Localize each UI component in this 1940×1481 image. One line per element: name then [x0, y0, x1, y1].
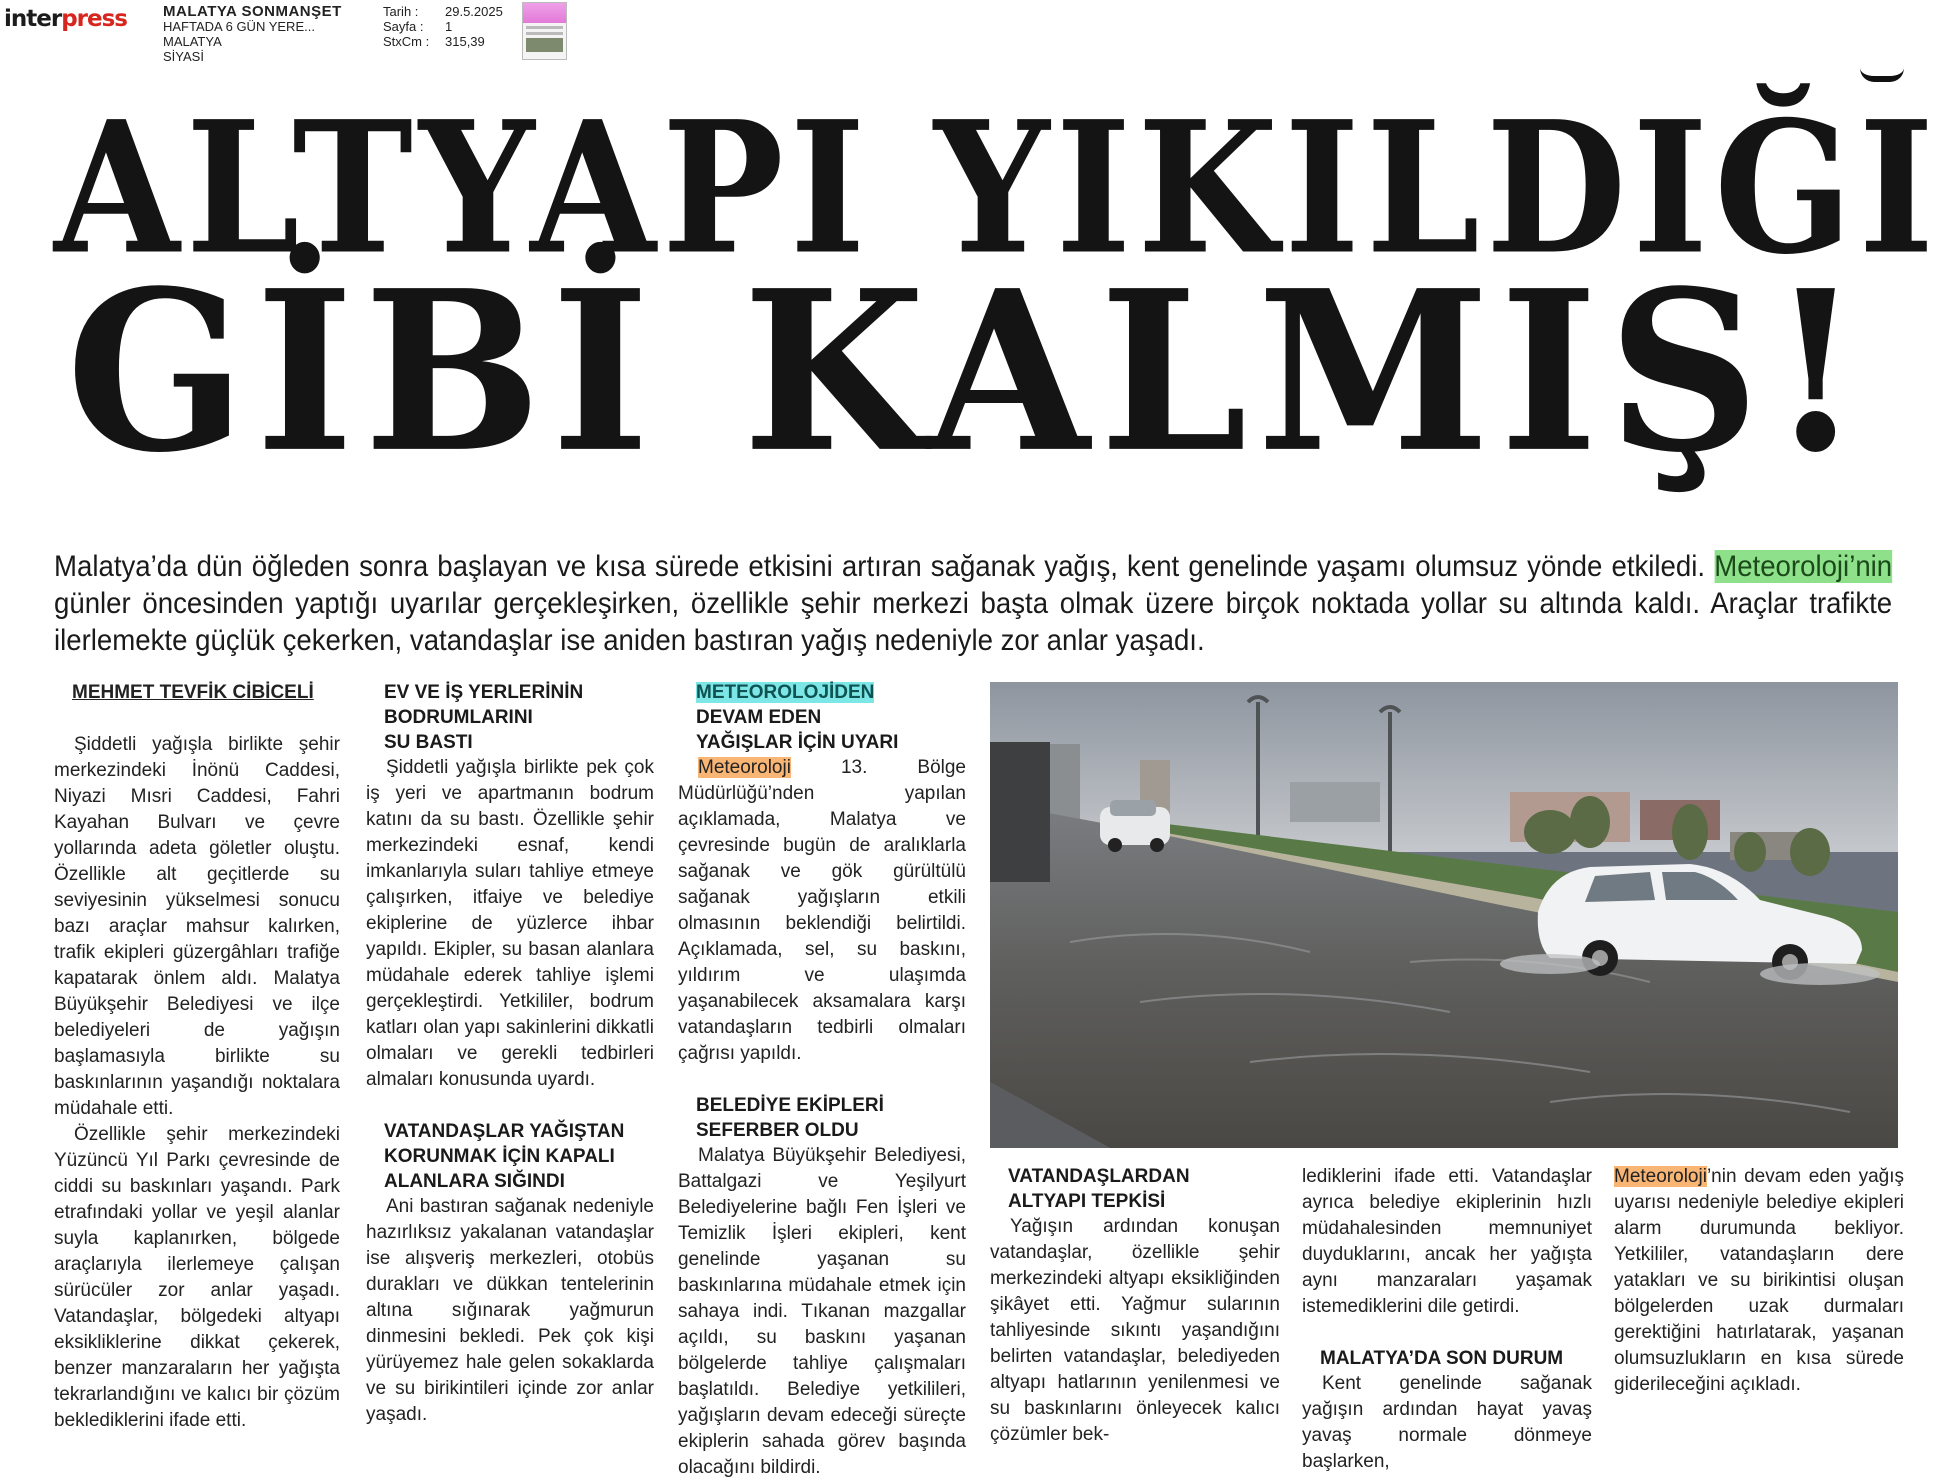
highlight-meteoroloji: Meteoroloji — [1614, 1166, 1707, 1187]
subheading-line: ALANLARA SIĞINDI — [384, 1171, 565, 1192]
white-car-center — [1100, 800, 1170, 852]
subheading-municipal-teams — [678, 1093, 966, 1143]
column-5-paragraph-2: Kent genelinde sağanak yağışın ardından hayat yavaş yavaş normale dönmeye başlarken, — [1302, 1373, 1592, 1472]
subheading-line: VATANDAŞLARDAN — [1008, 1166, 1190, 1187]
paragraph-text: 13. Bölge Müdürlüğü’nden yapılan açıklamada, Malatya ve çevresinde bugün de aralıklarla sağanak ve gök gürültülü sağanak yağışların etkili olmasının beklendiği belirtildi. Açıklamada, sel, su baskını, yıldırım ve ulaşımda yaşanabilecek aksamalara karşı vatandaşların tedbirli olmaları çağrısı yapıldı. — [678, 757, 966, 1064]
lead-sentence-2: günler öncesinden yaptığı uyarılar gerçekleşirken, özellikle şehir merkezi başta olmak üzere birçok noktada yollar su altında kaldı. Araçlar trafikte ilerlemekte güçlük çekerken, vatandaşlar ise aniden bastıran yağış nedeniyle zor anlar yaşadı. — [54, 587, 1893, 657]
column-6-paragraph-1 — [1614, 1164, 1904, 1398]
article-column-3 — [678, 680, 966, 1481]
column-3-paragraph-1 — [678, 755, 966, 1067]
article-column-1 — [54, 680, 340, 1434]
publication-info — [163, 4, 342, 64]
column-1-paragraph-1: Şiddetli yağışla birlikte şehir merkezindeki İnönü Caddesi, Niyazi Mısri Caddesi, Fahri Kayahan Bulvarı ve çevre yollarında adeta göletler oluştu. Özellikle alt geçitlerde su seviyesinin yükselmesi sonucu bazı araçlar mahsur kalırken, trafik ekipleri güzergâhları trafiğe kapatarak önlem aldı. Malatya Büyükşehir Belediyesi ve ilçe belediyeleri de yağışın başlamasıyla birlikte su baskınlarının yaşandığı noktalara müdahale etti. — [54, 734, 340, 1119]
spacer — [678, 1067, 966, 1093]
thumbnail-image — [526, 38, 563, 52]
subheading-line: KORUNMAK İÇİN KAPALI — [384, 1146, 615, 1167]
article-column-6 — [1614, 1164, 1904, 1398]
building — [1290, 782, 1380, 822]
article-column-4 — [990, 1164, 1280, 1448]
date-value: 29.5.2025 — [445, 4, 503, 19]
lead-highlight-meteoroloji: Meteoroloji’nin — [1714, 550, 1893, 583]
article-column-5 — [1302, 1164, 1592, 1475]
publication-city: MALATYA — [163, 34, 222, 49]
construction-vehicle — [990, 742, 1050, 882]
column-4-paragraph-1: Yağışın ardından konuşan vatandaşlar, özellikle şehir merkezindeki altyapı eksikliğinden şikâyet etti. Yağmur sularının tahliyesinde sıkıntı yaşandığını belirten vatandaşlar, belediyeden altyapı hatlarının yenilenmesi ve su baskınlarını önleyecek kalıcı çözümler bek- — [990, 1216, 1280, 1445]
thumbnail-line — [526, 26, 563, 29]
lead-sentence-1: Malatya’da dün öğleden sonra başlayan ve kısa sürede etkisini artıran sağanak yağış, kent genelinde yaşamı olumsuz yönde etkiledi. — [54, 550, 1706, 583]
subheading-line: SU BASTI — [384, 732, 473, 753]
subheading-citizens-reaction — [990, 1164, 1280, 1214]
column-2-paragraph-1: Şiddetli yağışla birlikte pek çok iş yeri ve apartmanın bodrum katını da su bastı. Özellikle şehir merkezindeki esnaf, kendi imkanlarıyla suları tahliye etmeye çalışırken, itfaiye ve belediye ekiplerine de yüzlerce ihbar yapıldı. Ekipler, su basan alanlara müdahale ederek tahliye işlemi gerçekleştirdi. Yetkililer, bodrum katları olan yapı sakinlerini dikkatli olmaları ve gerekli tedbirleri almaları konusunda uyardı. — [366, 757, 654, 1090]
subheading-line: ALTYAPI TEPKİSİ — [1008, 1191, 1166, 1212]
page-thumbnail[interactable] — [522, 2, 567, 60]
page-label: Sayfa : — [383, 19, 424, 34]
size-label: StxCm : — [383, 34, 430, 49]
publication-name: MALATYA SONMANŞET — [163, 3, 342, 20]
subheading-line: VATANDAŞLAR YAĞIŞTAN — [384, 1121, 625, 1142]
thumbnail-header — [523, 3, 566, 23]
column-1-paragraph-2: Özellikle şehir merkezindeki Yüzüncü Yıl Parkı çevresinde de ciddi su baskınları yaşandı. Park etrafındaki yollar ve yeşil alanlar suyla kaplanırken, bölgede araçlarıyla ilerlemeye çalışan sürücüler zor anlar yaşadı. Vatandaşlar, bölgedeki altyapı eksikliklerine dikkat çekerek, benzer manzaraların her yağışta tekrarlandığını ve kalıcı bir çözüm beklediklerini ifade etti. — [54, 1124, 340, 1431]
subheading-basements — [366, 680, 654, 755]
article-column-2 — [366, 680, 654, 1428]
clipping-details — [383, 4, 503, 49]
flooded-street-photo — [990, 682, 1898, 1148]
subheading-line: SEFERBER OLDU — [696, 1120, 859, 1141]
column-2-paragraph-2: Ani bastıran sağanak nedeniyle hazırlıksız yakalanan vatandaşlar ise alışveriş merkezleri, otobüs durakları ve dükkan tentelerinin altına sığınarak yağmurun dinmesini bekledi. Pek çok kişi yürüyemez hale gelen sokaklarda ve su birikintileri içinde zor anlar yaşadı. — [366, 1196, 654, 1425]
logo-part-inter: inter — [4, 6, 62, 32]
subheading-meteorology-warning — [678, 680, 966, 755]
subheading-line: EV VE İŞ YERLERİNİN — [384, 682, 584, 703]
subheading-line: YAĞIŞLAR İÇİN UYARI — [696, 732, 899, 753]
interpress-logo — [4, 6, 127, 32]
spacer — [1302, 1320, 1592, 1346]
subheading-line: DEVAM EDEN — [696, 707, 822, 728]
thumbnail-body — [523, 23, 566, 55]
headline-line-2: GİBİ KALMIŞ! — [66, 242, 1872, 502]
column-3-paragraph-2: Malatya Büyükşehir Belediyesi, Battalgazi ve Yeşilyurt Belediyelerine bağlı Fen İşleri ve Temizlik İşleri ekipleri, kent genelinde yaşanan su baskınlarına müdahale etmek için sahaya indi. Tıkanan mazgallar açıldı, su baskını yaşanan bölgelerde tahliye çalışmaları başlatıldı. Belediye yetkilileri, yağışların devam edeceği süreçte ekiplerin sahada görev başında olacağını bildirdi. — [678, 1145, 966, 1478]
subheading-highlight-meteorolojiden: METEOROLOJİDEN — [696, 682, 875, 703]
logo-part-press: press — [61, 6, 127, 32]
clipping-meta-bar — [0, 0, 1920, 70]
size-value: 315,39 — [445, 34, 485, 49]
subheading-shelter — [366, 1119, 654, 1194]
corner-decoration — [1860, 68, 1904, 82]
page-value: 1 — [445, 19, 453, 34]
publication-frequency: HAFTADA 6 GÜN YERE... — [163, 19, 315, 34]
date-label: Tarih : — [383, 4, 419, 19]
photo-illustration — [990, 682, 1898, 1148]
subheading-line: BODRUMLARINI — [384, 707, 533, 728]
thumbnail-line — [526, 32, 563, 35]
spacer — [366, 1093, 654, 1119]
subheading-latest-status: MALATYA’DA SON DURUM — [1320, 1348, 1564, 1369]
highlight-meteoroloji: Meteoroloji — [698, 757, 791, 778]
author-byline: MEHMET TEVFİK CİBİCELİ — [72, 682, 314, 703]
subheading-line: BELEDİYE EKİPLERİ — [696, 1095, 884, 1116]
publication-section: SİYASİ — [163, 49, 204, 64]
headline-line-1: ALTYAPI YIKILDIĞI — [54, 82, 1940, 296]
paragraph-text: ’nin devam eden yağış uyarısı nedeniyle belediye ekipleri alarm durumunda bekliyor. Yetkililer, vatandaşların dere yatakları ve su birikintisi oluşan bölgelerden uzak durmaları gerektiğini hatırlatarak, yaşanan olumsuzlukların en kısa sürede giderileceğini açıkladı. — [1614, 1166, 1904, 1395]
column-5-paragraph-1: lediklerini ifade etti. Vatandaşlar ayrıca belediye ekiplerinin hızlı müdahalesinden memnuniyet duyduklarını, ancak her yağışta aynı manzaraları yaşamak istemediklerini dile getirdi. — [1302, 1166, 1592, 1317]
lead-paragraph — [54, 548, 1892, 659]
